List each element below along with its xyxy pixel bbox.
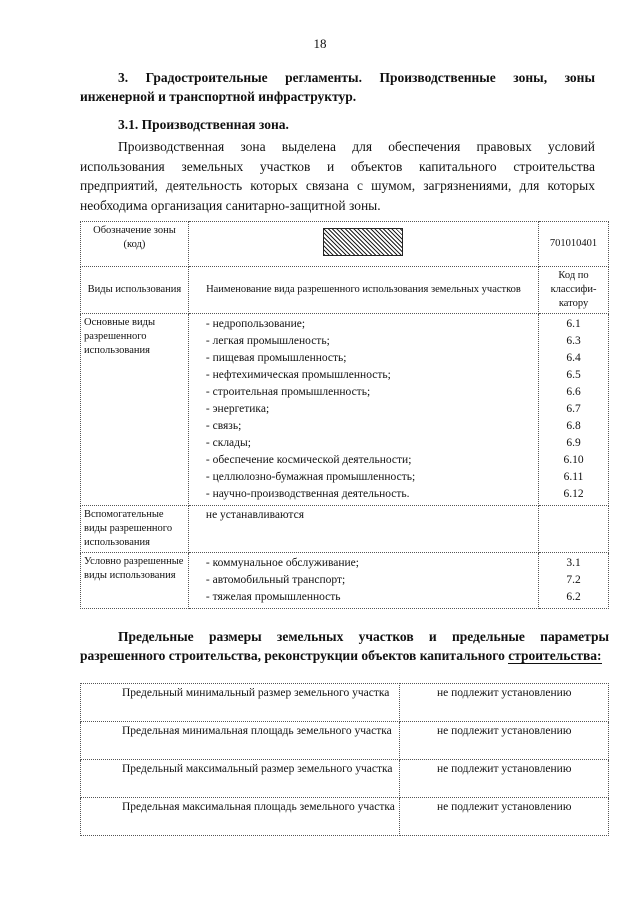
list-item: - энергетика; bbox=[205, 403, 270, 415]
list-item: - научно-производственная деятельность. bbox=[205, 488, 410, 500]
code-item: 6.2 bbox=[566, 591, 581, 603]
zone-regulations-table bbox=[80, 221, 609, 609]
auxiliary-uses-row bbox=[81, 506, 609, 553]
subsection-heading: 3.1. Производственная зона. bbox=[118, 117, 289, 132]
code-header: Код по классифи-катору bbox=[539, 267, 609, 314]
main-uses-names bbox=[188, 314, 538, 506]
code-item: 7.2 bbox=[566, 574, 581, 586]
limit-value: не подлежит установлению bbox=[400, 760, 609, 798]
main-uses-label: Основные виды разрешенного использования bbox=[81, 314, 189, 506]
auxiliary-uses-label: Вспомогательные виды разрешенного использования bbox=[81, 506, 189, 553]
code-item: 6.12 bbox=[563, 488, 584, 500]
code-item: 6.4 bbox=[566, 352, 581, 364]
list-item: - тяжелая промышленность bbox=[205, 591, 341, 603]
code-item: 6.1 bbox=[566, 318, 581, 330]
code-item: 6.6 bbox=[566, 386, 581, 398]
code-item: 3.1 bbox=[566, 557, 581, 569]
list-item: - обеспечение космической деятельности; bbox=[205, 454, 412, 466]
zone-hatch-cell bbox=[188, 222, 538, 267]
list-item: - нефтехимическая промышленность; bbox=[205, 369, 391, 381]
list-item: - склады; bbox=[205, 437, 251, 449]
code-item: 6.8 bbox=[566, 420, 581, 432]
limit-value: не подлежит установлению bbox=[400, 684, 609, 722]
limit-parameter: Предельная максимальная площадь земельного участка bbox=[81, 798, 400, 836]
auxiliary-uses-value: не устанавливаются bbox=[188, 506, 538, 553]
list-item: - автомобильный транспорт; bbox=[205, 574, 346, 586]
main-uses-codes bbox=[539, 314, 609, 506]
code-item: 6.10 bbox=[563, 454, 584, 466]
list-item: - коммунальное обслуживание; bbox=[205, 557, 359, 569]
code-item: 6.11 bbox=[563, 471, 584, 483]
conditional-uses-names bbox=[188, 553, 538, 609]
code-item: 6.9 bbox=[566, 437, 581, 449]
section-heading: 3. Градостроительные регламенты. Производственные зоны, зоны инженерной и транспортной инфраструктур. bbox=[80, 70, 595, 104]
code-item: 6.3 bbox=[566, 335, 581, 347]
code-item: 6.5 bbox=[566, 369, 581, 381]
name-header: Наименование вида разрешенного использования земельных участков bbox=[188, 267, 538, 314]
zone-hatch-pattern bbox=[323, 228, 403, 256]
intro-paragraph: Производственная зона выделена для обеспечения правовых условий использования земельных участков и объектов капитального строительства предприятий, деятельность которых связана с шумом, загрязнениями, для которых необходима организация санитарно-защитной зоны. bbox=[80, 139, 595, 213]
limits-heading bbox=[80, 627, 609, 665]
conditional-uses-codes bbox=[539, 553, 609, 609]
table-row bbox=[81, 684, 609, 722]
main-uses-row bbox=[81, 314, 609, 506]
code-item: 6.7 bbox=[566, 403, 581, 415]
zone-code: 701010401 bbox=[539, 222, 609, 267]
limit-parameter: Предельный максимальный размер земельного участка bbox=[81, 760, 400, 798]
conditional-uses-row bbox=[81, 553, 609, 609]
list-item: - строительная промышленность; bbox=[205, 386, 371, 398]
designation-row bbox=[81, 222, 609, 267]
table-row bbox=[81, 722, 609, 760]
table-row bbox=[81, 760, 609, 798]
conditional-uses-label: Условно разрешенные виды использования bbox=[81, 553, 189, 609]
limit-parameter: Предельная минимальная площадь земельного участка bbox=[81, 722, 400, 760]
limits-table bbox=[80, 683, 609, 836]
limits-heading-underlined: строительства: bbox=[508, 648, 602, 663]
auxiliary-uses-code bbox=[539, 506, 609, 553]
list-item: - недропользование; bbox=[205, 318, 306, 330]
limit-value: не подлежит установлению bbox=[400, 722, 609, 760]
types-header: Виды использования bbox=[81, 267, 189, 314]
list-item: - пищевая промышленность; bbox=[205, 352, 347, 364]
limit-value: не подлежит установлению bbox=[400, 798, 609, 836]
page-number: 18 bbox=[313, 36, 327, 51]
list-item: - легкая промышленость; bbox=[205, 335, 330, 347]
limit-parameter: Предельный минимальный размер земельного участка bbox=[81, 684, 400, 722]
designation-label: Обозначение зоны (код) bbox=[81, 222, 189, 267]
header-row bbox=[81, 267, 609, 314]
list-item: - целлюлозно-бумажная промышленность; bbox=[205, 471, 416, 483]
limits-heading-lead: Предельные размеры земельных участков и предельные параметры разрешенного строительства, реконструкции объектов капитального bbox=[80, 629, 609, 663]
table-row bbox=[81, 798, 609, 836]
list-item: - связь; bbox=[205, 420, 242, 432]
